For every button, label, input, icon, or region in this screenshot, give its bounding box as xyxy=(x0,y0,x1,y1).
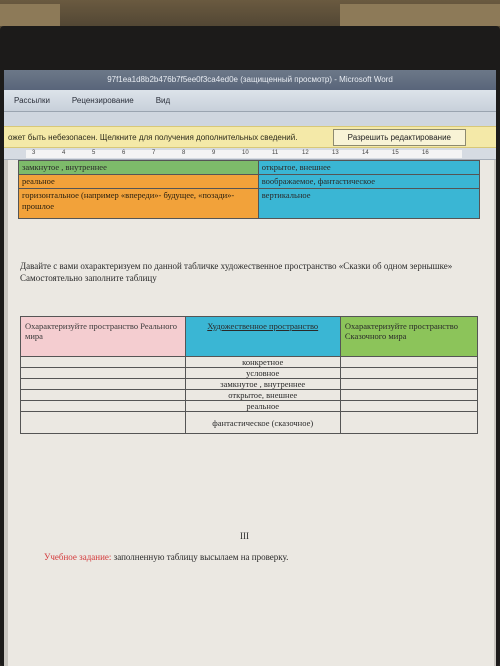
task-line xyxy=(44,552,288,562)
empty-cell[interactable] xyxy=(21,379,186,390)
table-cell[interactable]: замкнутое , внутреннее xyxy=(19,161,259,175)
task-text: заполненную таблицу высылаем на проверку. xyxy=(111,552,289,562)
ruler-number: 3 xyxy=(32,150,36,156)
empty-cell[interactable] xyxy=(340,412,477,434)
features-table xyxy=(18,160,480,219)
protected-view-message[interactable]: ожет быть небезопасен. Щелкните для получения дополнительных сведений. xyxy=(8,132,298,142)
tab-mailings[interactable]: Рассылки xyxy=(14,96,50,105)
table-cell[interactable]: условное xyxy=(185,368,340,379)
document-area[interactable] xyxy=(4,160,496,666)
ruler-number: 5 xyxy=(92,150,96,156)
empty-cell[interactable] xyxy=(21,357,186,368)
table-cell[interactable]: воображаемое, фантастическое xyxy=(258,175,479,189)
enable-editing-button[interactable]: Разрешить редактирование xyxy=(333,129,466,146)
window-title: 97f1ea1d8b2b476b7f5ee0f3ca4ed0e (защищенный просмотр) - Microsoft Word xyxy=(4,70,496,90)
ribbon-gap xyxy=(4,112,496,126)
table-cell[interactable]: открытое, внешнее xyxy=(258,161,479,175)
instruction-line: Давайте с вами охарактеризуем по данной табличке художественное пространство «Сказки об одном зернышке» xyxy=(20,261,453,271)
document-page[interactable] xyxy=(8,160,494,666)
table-row xyxy=(19,161,480,175)
instruction-paragraph xyxy=(20,260,470,284)
table-cell[interactable]: вертикальное xyxy=(258,189,479,219)
empty-cell[interactable] xyxy=(340,390,477,401)
shelf-left xyxy=(0,4,60,26)
table-header-row xyxy=(21,317,478,357)
table-row xyxy=(21,379,478,390)
table-cell[interactable]: реальное xyxy=(19,175,259,189)
word-window xyxy=(4,70,496,666)
shelf-right xyxy=(340,4,500,26)
empty-cell[interactable] xyxy=(340,379,477,390)
table-row xyxy=(19,189,480,219)
table-cell[interactable]: замкнутое , внутреннее xyxy=(185,379,340,390)
table-cell[interactable]: фантастическое (сказочное) xyxy=(185,412,340,434)
table-cell[interactable]: открытое, внешнее xyxy=(185,390,340,401)
page-number: III xyxy=(240,531,249,541)
empty-cell[interactable] xyxy=(340,368,477,379)
ruler-number: 15 xyxy=(392,150,399,156)
ruler-number: 7 xyxy=(152,150,156,156)
table-cell[interactable]: горизонтальное (например «впереди»- будущее, «позади»- прошлое xyxy=(19,189,259,219)
empty-cell[interactable] xyxy=(21,390,186,401)
ruler-number: 11 xyxy=(272,150,279,156)
table-row xyxy=(19,175,480,189)
ruler-number: 6 xyxy=(122,150,126,156)
protected-view-bar xyxy=(4,126,496,148)
header-real-world[interactable]: Охарактеризуйте пространство Реального мира xyxy=(21,317,186,357)
header-art-space[interactable] xyxy=(185,317,340,357)
table-row xyxy=(21,368,478,379)
header-fairy-world[interactable]: Охарактеризуйте пространство Сказочного мира xyxy=(340,317,477,357)
table-row xyxy=(21,412,478,434)
ruler-number: 4 xyxy=(62,150,66,156)
table-cell[interactable]: конкретное xyxy=(185,357,340,368)
empty-cell[interactable] xyxy=(340,357,477,368)
fill-in-table xyxy=(20,316,478,434)
instruction-line: Самостоятельно заполните таблицу xyxy=(20,273,157,283)
table-row xyxy=(21,401,478,412)
ruler-number: 8 xyxy=(182,150,186,156)
ruler-number: 13 xyxy=(332,150,339,156)
ruler-number: 16 xyxy=(422,150,429,156)
ruler-number: 9 xyxy=(212,150,216,156)
empty-cell[interactable] xyxy=(21,368,186,379)
task-label: Учебное задание: xyxy=(44,552,112,562)
tab-review[interactable]: Рецензирование xyxy=(71,96,134,105)
empty-cell[interactable] xyxy=(340,401,477,412)
ruler-number: 14 xyxy=(362,150,369,156)
table-row xyxy=(21,357,478,368)
table-cell[interactable]: реальное xyxy=(185,401,340,412)
ribbon-tabs xyxy=(4,90,496,112)
empty-cell[interactable] xyxy=(21,412,186,434)
horizontal-ruler[interactable] xyxy=(4,148,496,160)
ruler-number: 10 xyxy=(242,150,249,156)
tab-view[interactable]: Вид xyxy=(155,96,171,105)
header-art-space-label: Художественное пространство xyxy=(207,321,319,331)
table-row xyxy=(21,390,478,401)
empty-cell[interactable] xyxy=(21,401,186,412)
ruler-number: 12 xyxy=(302,150,309,156)
